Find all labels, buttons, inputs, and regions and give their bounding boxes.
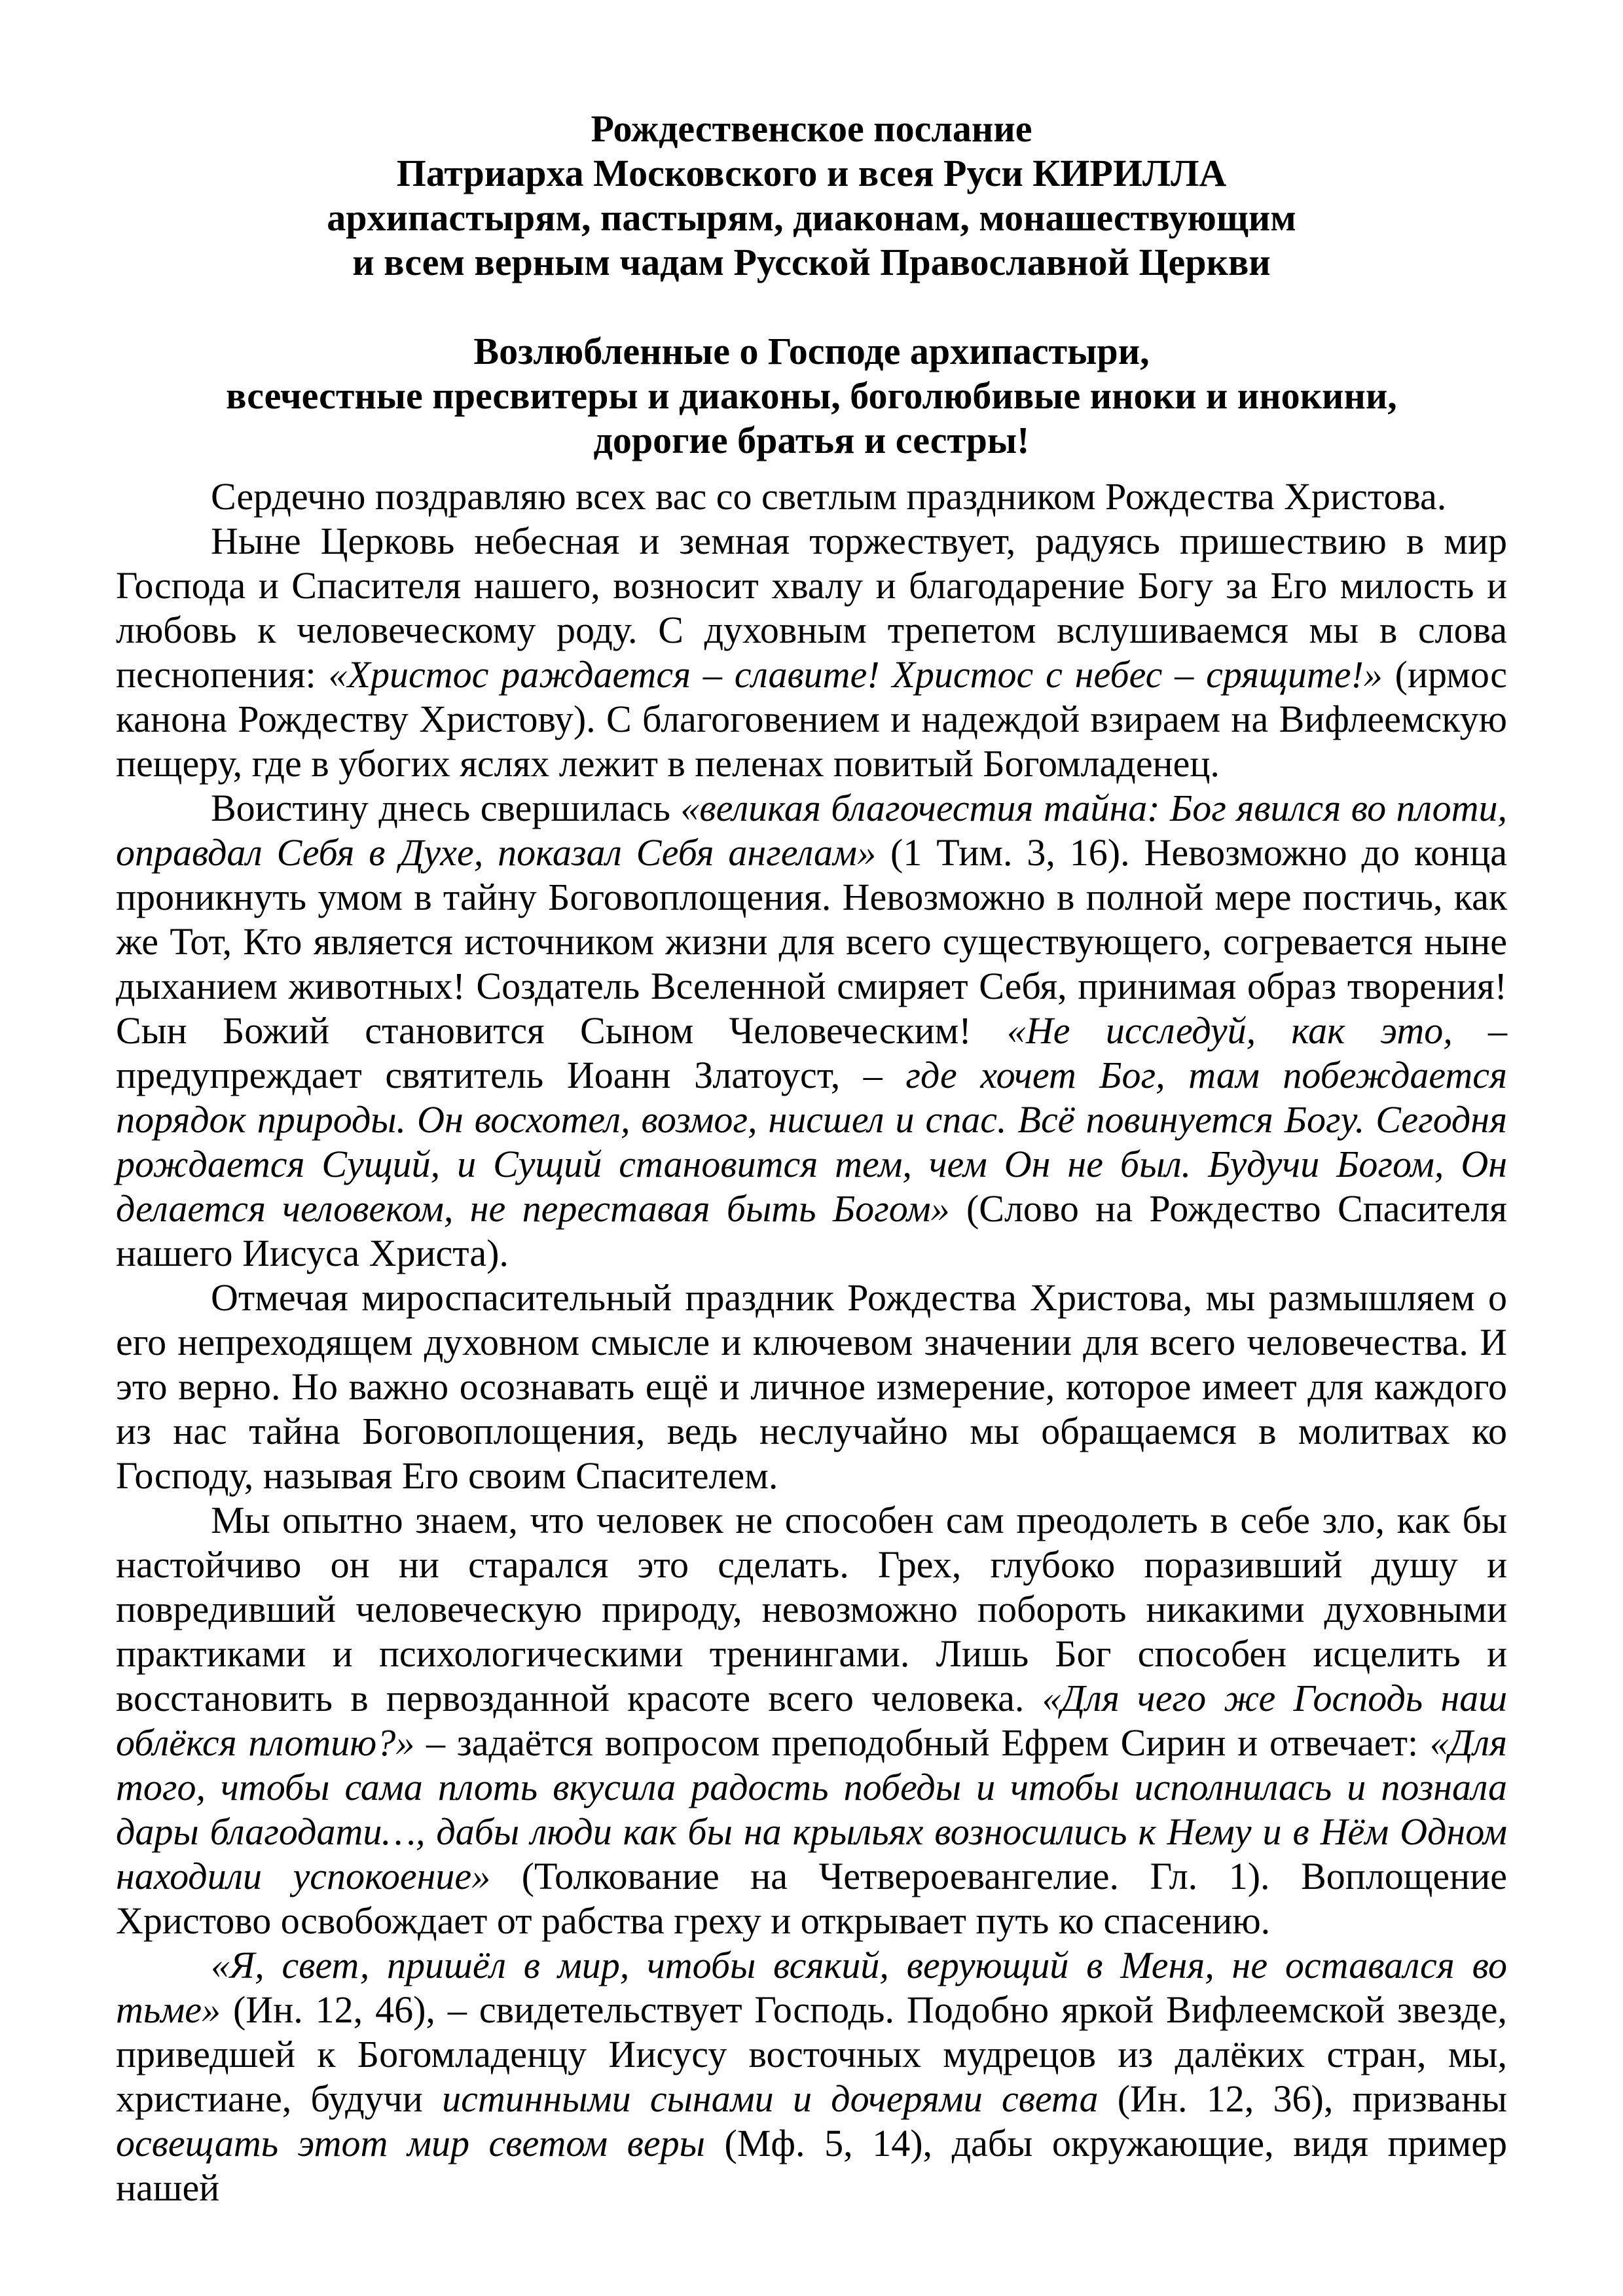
salutation-line: Возлюбленные о Господе архипастыри, [473,330,1150,372]
body-paragraph [116,1943,1507,2210]
body-paragraph [116,1498,1507,1943]
text-run: предупреждает святитель Иоанн Златоуст, – [116,1054,906,1096]
text-run: (1 Тим. 3, 16). Невозможно до конца проникнуть умом в тайну Боговоплощения. Невозможно в полной мере постичь, как же Тот, Кто является источником жизни для всего существующего, согревается ныне дыханием животных! Создатель Вселенной смиряет Себя, принимая образ творения! Сын Божий становится Сыном Человеческим! [116,831,1508,1052]
body-paragraph [116,475,1507,519]
text-run: Мы опытно знаем, что человек не способен сам преодолеть в себе зло, как бы настойчиво он ни старался это сделать. Грех, глубоко поразивший душу и повредивший человеческую природу, невозможно побороть никакими духовными практиками и психологическими тренингами. Лишь Бог способен исцелить и восстановить в первозданной красоте всего человека. [116,1499,1507,1719]
text-run: (Ин. 12, 46), – свидетельствует Господь. Подобно яркой Вифлеемской звезде, приведшей к Богомладенцу Иисусу восточных мудрецов из далёких стран, мы, христиане, будучи [116,1988,1507,2120]
text-run: (ирмос канона Рождеству Христову). С благоговением и надеждой взираем на Вифлеемскую пещеру, где в убогих яслях лежит в пеленах повитый Богомладенец. [116,653,1508,785]
salutation-line: всечестные пресвитеры и диаконы, боголюбивые иноки и инокини, [226,374,1397,417]
text-run: Сердечно поздравляю всех вас со светлым праздником Рождества Христова. [211,475,1447,518]
text-run: (Толкование на Четвероевангелие. Гл. 1). Воплощение Христово освобождает от рабства греху и открывает путь ко спасению. [116,1855,1507,1942]
text-run: (Ин. 12, 36), призваны [1098,2077,1507,2120]
body-paragraph [116,786,1507,1276]
salutation-line: дорогие братья и сестры! [593,419,1030,461]
quote-text-run: «Христос раждается – славите! Христос с небес – срящите!» [328,653,1383,696]
quote-text-run: «великая благочестия тайна: Бог явился во плоти, оправдал Себя в Духе, показал Себя ангелам» [116,787,1507,874]
title-line: и всем верным чадам Русской Православной Церкви [352,241,1271,283]
quote-text-run: истинными сынами и дочерями света [442,2077,1099,2120]
text-run: Отмечая мироспасительный праздник Рождества Христова, мы размышляем о его непреходящем духовном смысле и ключевом значении для всего человечества. И это верно. Но важно осознавать ещё и личное измерение, которое имеет для каждого из нас тайна Боговоплощения, ведь неслучайно мы обращаемся в молитвах ко Господу, называя Его своим Спасителем. [116,1276,1507,1497]
quote-text-run: «Не исследуй, как это, – [1006,1009,1507,1052]
text-run: (Слово на Рождество Спасителя нашего Иисуса Христа). [116,1187,1507,1274]
title-line: архипастырям, пастырям, диаконам, монашествующим [327,196,1296,239]
text-run: – задаётся вопросом преподобный Ефрем Сирин и отвечает: [414,1721,1430,1764]
document-body [116,475,1507,2210]
text-run: Ныне Церковь небесная и земная торжествует, радуясь пришествию в мир Господа и Спасителя нашего, возносит хвалу и благодарение Богу за Его милость и любовь к человеческому роду. С духовным трепетом вслушиваемся мы в слова песнопения: [116,520,1507,696]
body-paragraph [116,519,1507,786]
text-run: (Мф. 5, 14), дабы окружающие, видя пример нашей [116,2122,1507,2209]
quote-text-run: «Для чего же Господь наш облёкся плотию?» [116,1677,1507,1764]
salutation [116,329,1507,463]
quote-text-run: где хочет Бог, там побеждается порядок природы. Он восхотел, возмог, нисшел и спас. Всё повинуется Богу. Сегодня рождается Сущий, и Сущий становится тем, чем Он не был. Будучи Богом, Он делается человеком, не переставая быть Богом» [116,1054,1507,1230]
title-line: Патриарха Московского и всея Руси КИРИЛЛА [396,152,1227,194]
quote-text-run: освещать этот мир светом веры [116,2122,705,2164]
quote-text-run: «Я, свет, пришёл в мир, чтобы всякий, верующий в Меня, не оставался во тьме» [116,1944,1507,2031]
title-line: Рождественское послание [591,107,1032,150]
quote-text-run: «Для того, чтобы сама плоть вкусила радость победы и чтобы исполнилась и познала дары благодати…, дабы люди как бы на крыльях возносились к Нему и в Нём Одном находили успокоение» [116,1721,1508,1897]
text-run: Воистину днесь свершилась [211,787,681,829]
body-paragraph [116,1276,1507,1498]
document-title [116,107,1507,285]
